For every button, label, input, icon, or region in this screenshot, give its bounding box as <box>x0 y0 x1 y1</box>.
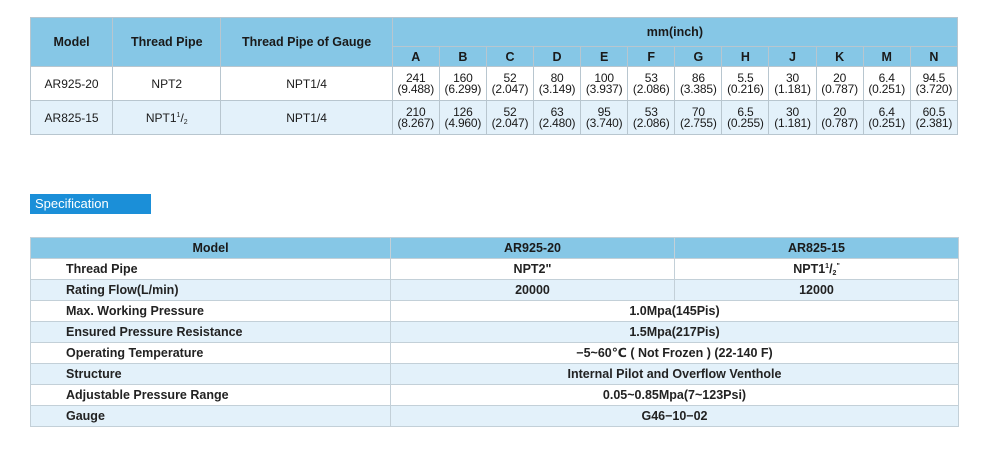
spec-label: Rating Flow(L/min) <box>31 280 391 301</box>
row-thread-pipe-gauge: NPT1/4 <box>221 101 392 135</box>
row-thread-pipe-gauge: NPT1/4 <box>221 67 392 101</box>
spec-value: 1.5Mpa(217Pis) <box>391 322 959 343</box>
cell-c: 52 (2.047) <box>486 67 533 101</box>
spec-label: Operating Temperature <box>31 343 391 364</box>
specification-heading: Specification <box>30 194 151 214</box>
cell-n: 94.5 (3.720) <box>910 67 957 101</box>
spec-label: Max. Working Pressure <box>31 301 391 322</box>
header-col-g: G <box>675 47 722 67</box>
cell-e: 100 (3.937) <box>581 67 628 101</box>
cell-m: 6.4 (0.251) <box>863 67 910 101</box>
cell-d: 63 (2.480) <box>534 101 581 135</box>
spec-header-ar925: AR925-20 <box>391 238 675 259</box>
cell-g: 70 (2.755) <box>675 101 722 135</box>
header-model: Model <box>31 18 113 67</box>
cell-h: 6.5 (0.255) <box>722 101 769 135</box>
spec-value: $NPT1^1/_2^"$ <box>675 259 959 280</box>
header-col-j: J <box>769 47 816 67</box>
spec-row-gauge <box>31 406 959 427</box>
header-thread-pipe-gauge: Thread Pipe of Gauge <box>221 18 392 67</box>
cell-g: 86 (3.385) <box>675 67 722 101</box>
cell-b: 126 (4.960) <box>439 101 486 135</box>
header-col-b: B <box>439 47 486 67</box>
cell-a: 210 (8.267) <box>392 101 439 135</box>
header-col-f: F <box>628 47 675 67</box>
spec-label: Adjustable Pressure Range <box>31 385 391 406</box>
spec-value: 0.05~0.85Mpa(7~123Psi) <box>391 385 959 406</box>
cell-c: 52 (2.047) <box>486 101 533 135</box>
specification-table <box>30 237 959 427</box>
header-col-a: A <box>392 47 439 67</box>
spec-row-thread-pipe <box>31 259 959 280</box>
table-row <box>31 67 958 101</box>
cell-n: 60.5 (2.381) <box>910 101 957 135</box>
spec-value: 20000 <box>391 280 675 301</box>
spec-label: Gauge <box>31 406 391 427</box>
header-thread-pipe: Thread Pipe <box>113 18 221 67</box>
cell-d: 80 (3.149) <box>534 67 581 101</box>
spec-value: NPT2" <box>391 259 675 280</box>
header-col-d: D <box>534 47 581 67</box>
cell-f: 53 (2.086) <box>628 101 675 135</box>
spec-row-ensured-pressure <box>31 322 959 343</box>
cell-a: 241 (9.488) <box>392 67 439 101</box>
header-col-n: N <box>910 47 957 67</box>
header-col-k: K <box>816 47 863 67</box>
spec-label: Ensured Pressure Resistance <box>31 322 391 343</box>
cell-j: 30 (1.181) <box>769 67 816 101</box>
spec-label: Thread Pipe <box>31 259 391 280</box>
header-unit: mm(inch) <box>392 18 957 47</box>
row-thread-pipe: $NPT1^1/_2$ <box>113 101 221 135</box>
spec-row-rating-flow <box>31 280 959 301</box>
spec-header-model: Model <box>31 238 391 259</box>
row-model: AR825-15 <box>31 101 113 135</box>
spec-row-adjustable-range <box>31 385 959 406</box>
header-col-c: C <box>486 47 533 67</box>
cell-f: 53 (2.086) <box>628 67 675 101</box>
cell-j: 30 (1.181) <box>769 101 816 135</box>
cell-k: 20 (0.787) <box>816 67 863 101</box>
row-thread-pipe: NPT2 <box>113 67 221 101</box>
spec-row-structure <box>31 364 959 385</box>
spec-value: G46−10−02 <box>391 406 959 427</box>
cell-m: 6.4 (0.251) <box>863 101 910 135</box>
cell-k: 20 (0.787) <box>816 101 863 135</box>
row-model: AR925-20 <box>31 67 113 101</box>
cell-e: 95 (3.740) <box>581 101 628 135</box>
spec-value: 12000 <box>675 280 959 301</box>
spec-header-ar825: AR825-15 <box>675 238 959 259</box>
spec-label: Structure <box>31 364 391 385</box>
header-col-e: E <box>581 47 628 67</box>
spec-row-max-pressure <box>31 301 959 322</box>
spec-value: 1.0Mpa(145Pis) <box>391 301 959 322</box>
spec-value: Internal Pilot and Overflow Venthole <box>391 364 959 385</box>
header-col-m: M <box>863 47 910 67</box>
header-col-h: H <box>722 47 769 67</box>
table-row <box>31 101 958 135</box>
spec-row-operating-temp <box>31 343 959 364</box>
spec-value: −5~60℃ ( Not Frozen ) (22-140 F) <box>391 343 959 364</box>
cell-b: 160 (6.299) <box>439 67 486 101</box>
dimension-table <box>30 17 958 135</box>
cell-h: 5.5 (0.216) <box>722 67 769 101</box>
